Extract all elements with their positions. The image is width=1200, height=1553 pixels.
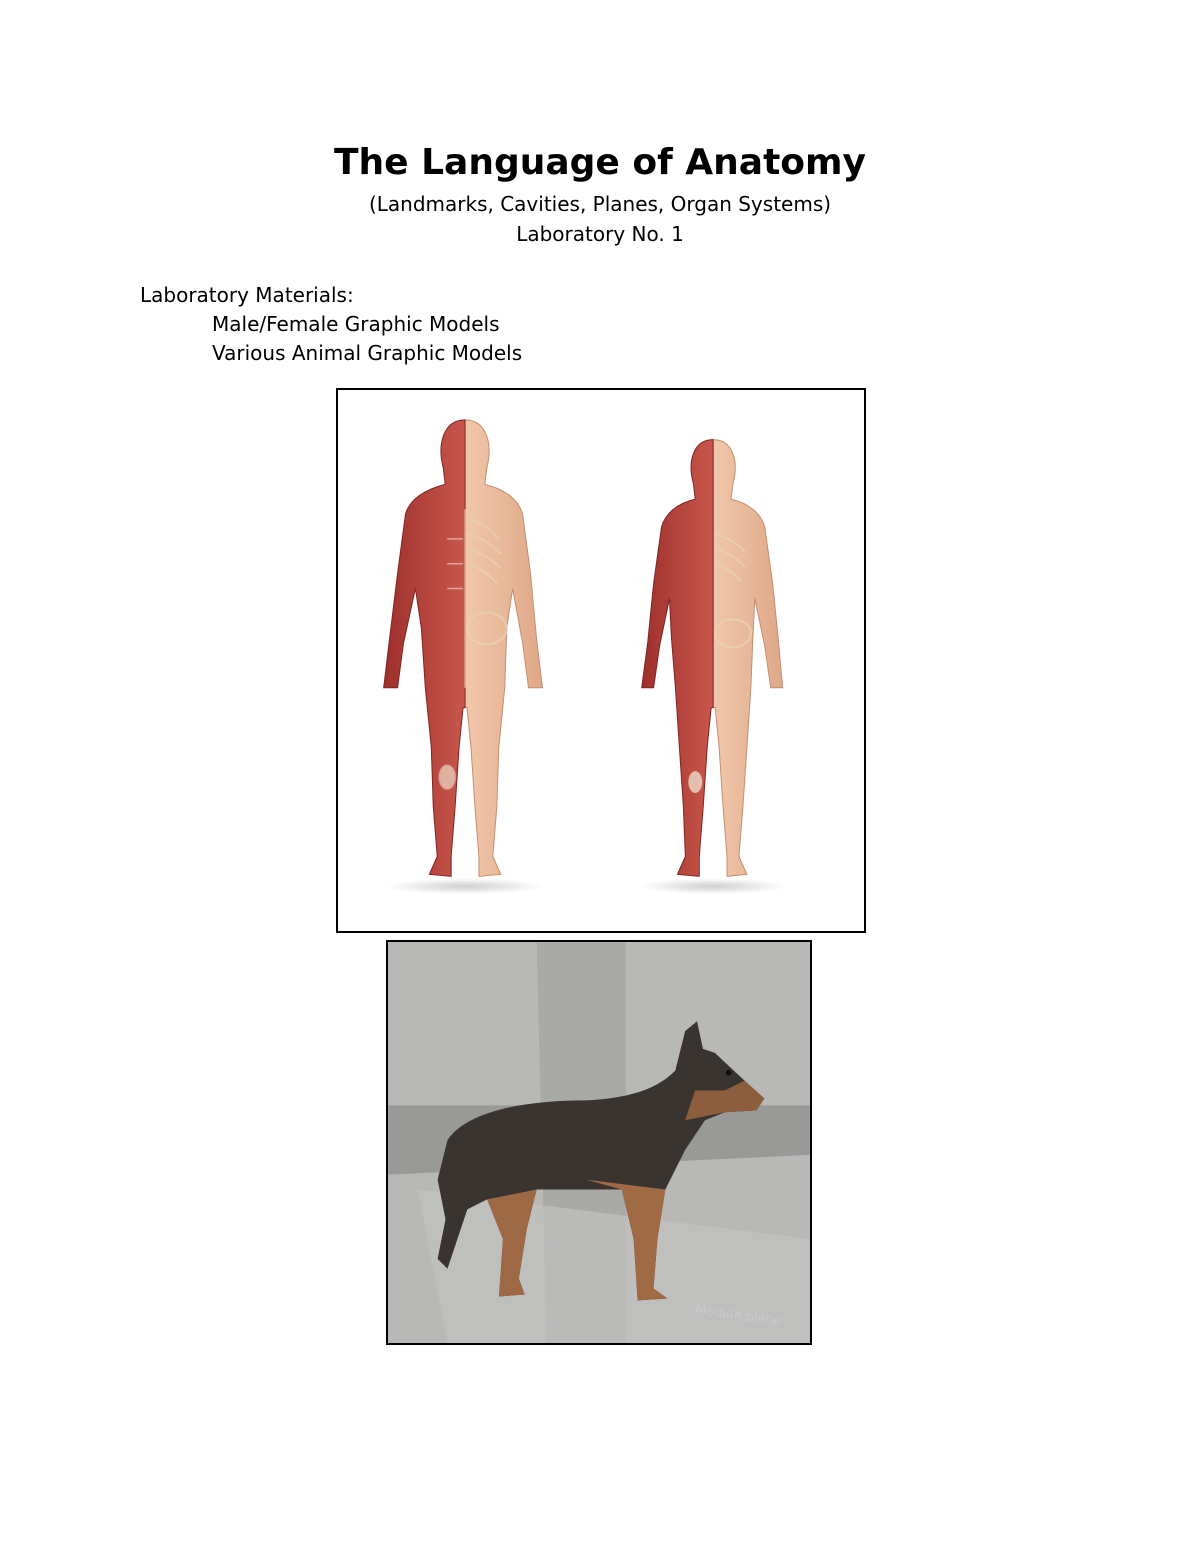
male-figure xyxy=(384,420,545,894)
materials-heading: Laboratory Materials: xyxy=(140,283,354,307)
female-figure xyxy=(639,440,788,895)
materials-item-human-models: Male/Female Graphic Models xyxy=(212,312,500,336)
median-plane-label: Median plane xyxy=(694,1302,783,1330)
human-anatomy-figure xyxy=(336,388,866,933)
materials-item-animal-models: Various Animal Graphic Models xyxy=(212,341,523,365)
page-title: The Language of Anatomy xyxy=(333,142,867,183)
human-models-illustration xyxy=(338,390,864,931)
dog-planes-illustration xyxy=(388,942,810,1343)
lab-number: Laboratory No. 1 xyxy=(516,222,684,246)
dog-planes-figure xyxy=(386,940,812,1345)
page-subtitle: (Landmarks, Cavities, Planes, Organ Systems) xyxy=(368,192,832,216)
